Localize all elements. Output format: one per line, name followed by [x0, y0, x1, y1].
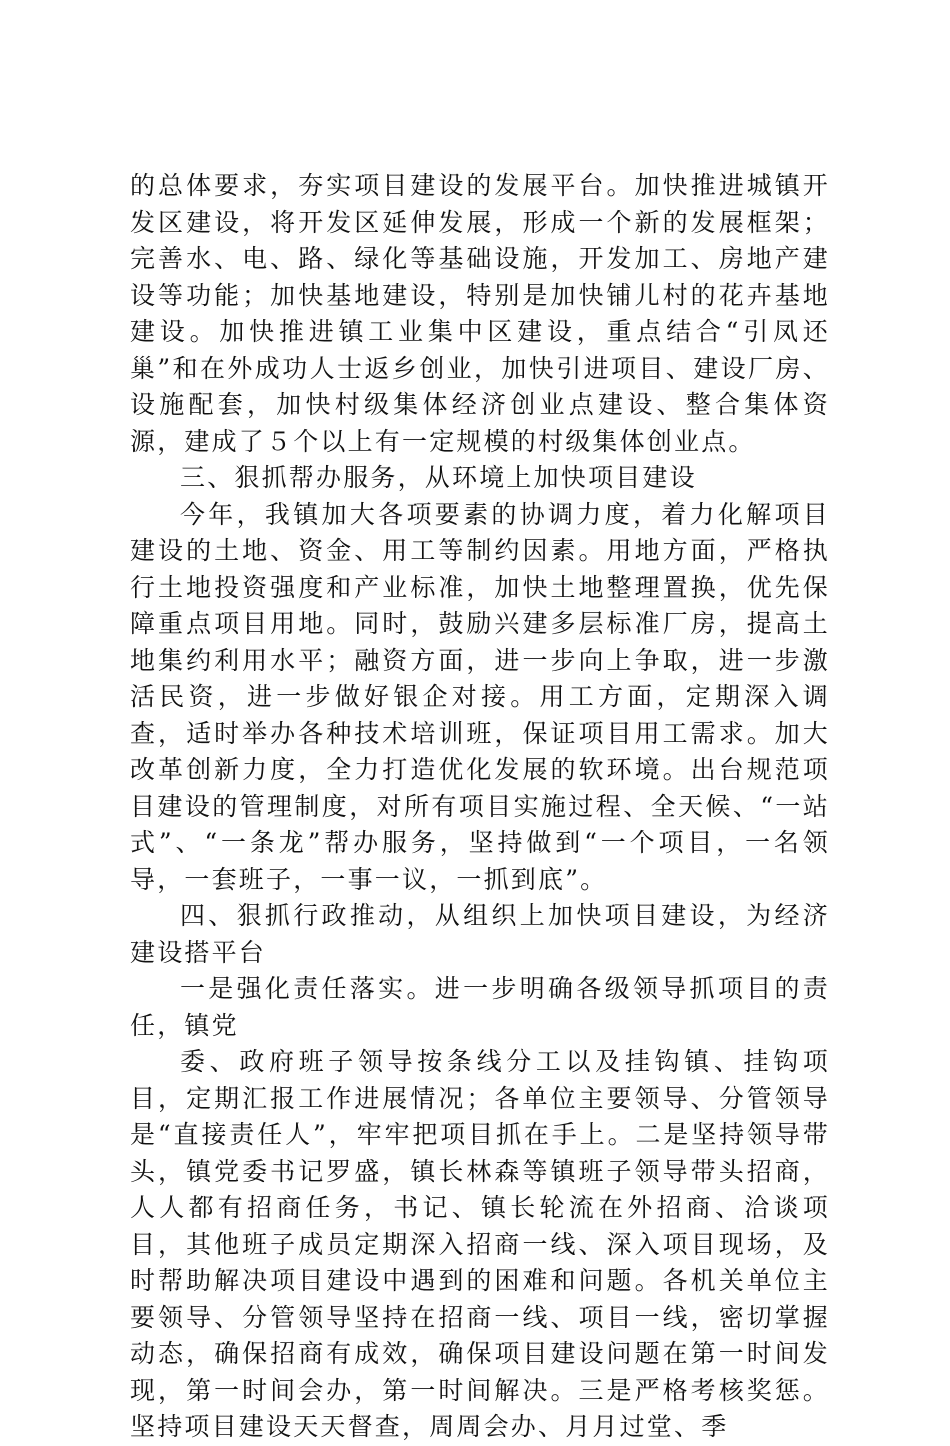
document-body — [130, 168, 830, 1446]
section-heading-3: 三、狠抓帮办服务，从环境上加快项目建设 — [180, 463, 697, 492]
section-heading-4: 四、狠抓行政推动，从组织上加快项目建设，为经济建设搭平台 — [130, 901, 830, 967]
paragraph-section-4-body: 委、政府班子领导按条线分工以及挂钩镇、挂钩项目，定期汇报工作进展情况；各单位主要领导、分管领导是“直接责任人”，牢牢把项目抓在手上。二是坚持领导带头，镇党委书记罗盛，镇长林森等镇班子领导带头招商，人人都有招商任务，书记、镇长轮流在外招商、洽谈项目，其他班子成员定期深入招商一线、深入项目现场，及时帮助解决项目建设中遇到的困难和问题。各机关单位主要领导、分管领导坚持在招商一线、项目一线，密切掌握动态，确保招商有成效，确保项目建设问题在第一时间发现，第一时间会办，第一时间解决。三是严格考核奖惩。坚持项目建设天天督查，周周会办、月月过堂、季 — [130, 1047, 830, 1441]
paragraph-section-4-intro: 一是强化责任落实。进一步明确各级领导抓项目的责任，镇党 — [130, 974, 830, 1040]
paragraph-continuation: 的总体要求，夯实项目建设的发展平台。加快推进城镇开发区建设，将开发区延伸发展，形成一个新的发展框架；完善水、电、路、绿化等基础设施，开发加工、房地产建设等功能；加快基地建设，特别是加快铺儿村的花卉基地建设。加快推进镇工业集中区建设，重点结合“引凤还巢”和在外成功人士返乡创业，加快引进项目、建设厂房、设施配套，加快村级集体经济创业点建设、整合集体资源，建成了５个以上有一定规模的村级集体创业点。 — [130, 171, 830, 456]
paragraph-section-3: 今年，我镇加大各项要素的协调力度，着力化解项目建设的土地、资金、用工等制约因素。用地方面，严格执行土地投资强度和产业标准，加快土地整理置换，优先保障重点项目用地。同时，鼓励兴建多层标准厂房，提高土地集约利用水平；融资方面，进一步向上争取，进一步激活民资，进一步做好银企对接。用工方面，定期深入调查，适时举办各种技术培训班，保证项目用工需求。加大改革创新力度，全力打造优化发展的软环境。出台规范项目建设的管理制度，对所有项目实施过程、全天候、“一站式”、“一条龙”帮办服务，坚持做到“一个项目，一名领导，一套班子，一事一议，一抓到底”。 — [130, 499, 830, 894]
